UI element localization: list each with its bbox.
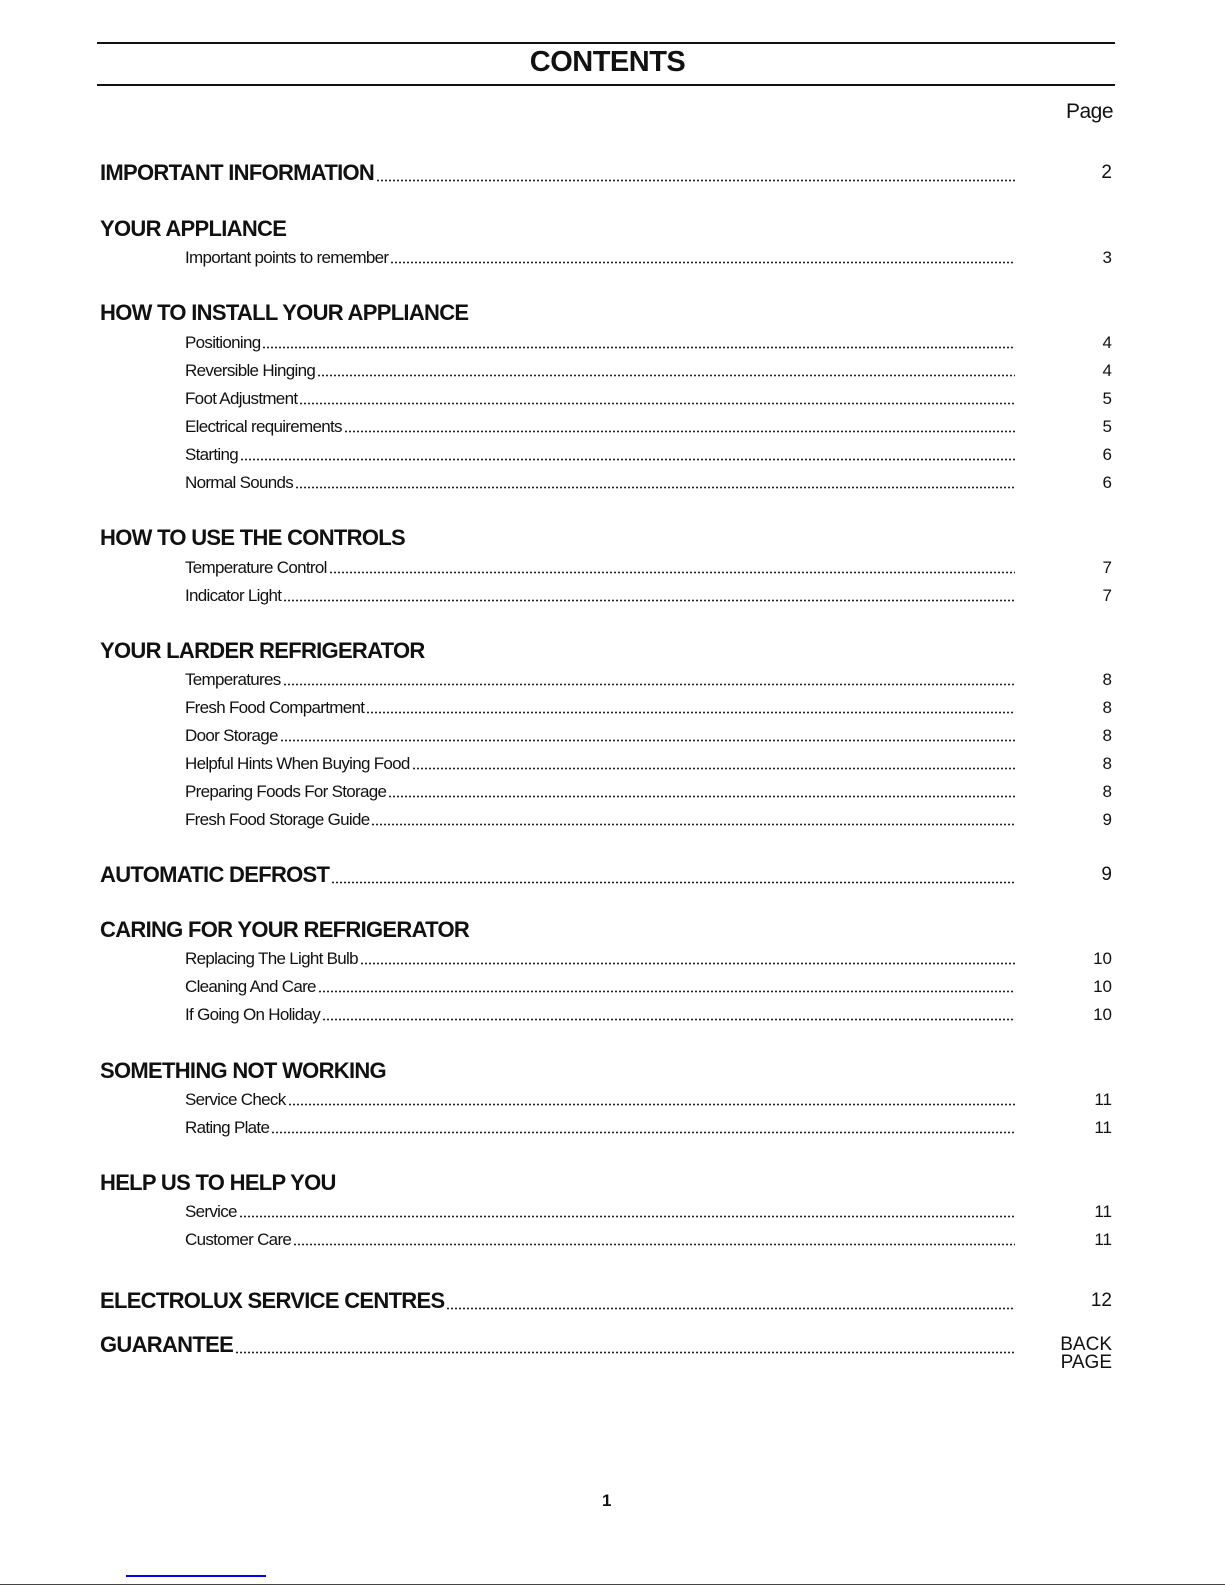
dot-leader [283, 683, 1015, 686]
toc-entry [185, 977, 1015, 997]
entry-label: Rating Plate [185, 1118, 270, 1137]
entry-page-number: 8 [1102, 726, 1112, 745]
entry-label: YOUR APPLIANCE [100, 216, 287, 241]
entry-page-number: 8 [1102, 754, 1112, 773]
toc-entry [185, 782, 1015, 802]
toc-section-heading [100, 300, 1015, 326]
entry-page-number: 9 [1101, 864, 1112, 885]
dot-leader [344, 430, 1015, 433]
entry-label: Foot Adjustment [185, 389, 298, 408]
toc-entry [185, 1005, 1015, 1025]
toc-entry [185, 670, 1015, 690]
entry-page-number: 2 [1101, 162, 1112, 183]
entry-page-number: 3 [1102, 248, 1112, 267]
entry-label: Customer Care [185, 1230, 292, 1249]
toc-entry [185, 473, 1015, 493]
toc-entry [185, 698, 1015, 718]
entry-label: Door Storage [185, 726, 278, 745]
entry-label: Starting [185, 445, 238, 464]
toc-entry [185, 754, 1015, 774]
toc-entry [185, 1090, 1015, 1110]
dot-leader [288, 1103, 1016, 1106]
entry-label: HOW TO USE THE CONTROLS [100, 525, 405, 550]
entry-label: Positioning [185, 333, 261, 352]
dot-leader [412, 767, 1015, 770]
dot-leader [240, 458, 1015, 461]
entry-page-number: 10 [1093, 1005, 1112, 1024]
entry-page-number: 5 [1102, 417, 1112, 436]
entry-page-number: 11 [1094, 1230, 1112, 1249]
entry-label: IMPORTANT INFORMATION [100, 160, 375, 185]
dot-leader [446, 1307, 1015, 1310]
page-number: 1 [602, 1491, 612, 1510]
entry-page-number: 8 [1102, 670, 1112, 689]
dot-leader [360, 962, 1015, 965]
entry-label: Cleaning And Care [185, 977, 316, 996]
entry-label: Preparing Foods For Storage [185, 782, 387, 801]
dot-leader [318, 990, 1015, 993]
dot-leader [262, 346, 1015, 349]
dot-leader [295, 486, 1015, 489]
entry-page-number: 12 [1090, 1290, 1112, 1311]
link-underline [126, 1575, 266, 1577]
entry-page-number: 10 [1093, 949, 1112, 968]
toc-entry [185, 586, 1015, 606]
entry-label: Fresh Food Storage Guide [185, 810, 370, 829]
toc-section-heading [100, 638, 1015, 664]
toc-entry [185, 361, 1015, 381]
entry-label: Normal Sounds [185, 473, 294, 492]
entry-label: Helpful Hints When Buying Food [185, 754, 410, 773]
entry-label: Replacing The Light Bulb [185, 949, 358, 968]
toc-entry [185, 248, 1015, 268]
toc-entry [185, 1202, 1015, 1222]
entry-page-number: 11 [1094, 1202, 1112, 1221]
title-rule [97, 84, 1115, 86]
entry-page-number: 8 [1102, 698, 1112, 717]
toc-entry [185, 417, 1015, 437]
entry-label: If Going On Holiday [185, 1005, 321, 1024]
entry-page-number: 7 [1102, 558, 1112, 577]
entry-label: AUTOMATIC DEFROST [100, 862, 330, 887]
entry-label: Indicator Light [185, 586, 282, 605]
toc-entry [185, 726, 1015, 746]
toc-section-heading [100, 862, 1015, 888]
entry-label: Electrical requirements [185, 417, 342, 436]
entry-page-number: 7 [1102, 586, 1112, 605]
dot-leader [371, 823, 1015, 826]
entry-label: HELP US TO HELP YOU [100, 1170, 336, 1195]
entry-label: HOW TO INSTALL YOUR APPLIANCE [100, 300, 469, 325]
entry-label: Reversible Hinging [185, 361, 316, 380]
entry-page-number: 11 [1094, 1118, 1112, 1137]
toc-entry [185, 949, 1015, 969]
dot-leader [331, 881, 1015, 884]
page-title: CONTENTS [529, 46, 686, 78]
entry-page-number: 9 [1102, 810, 1112, 829]
entry-label: Temperatures [185, 670, 281, 689]
dot-leader [317, 374, 1015, 377]
entry-page-number: 4 [1102, 333, 1112, 352]
entry-label: Fresh Food Compartment [185, 698, 365, 717]
toc-entry [185, 389, 1015, 409]
entry-label: Important points to remember [185, 248, 389, 267]
dot-leader [329, 571, 1015, 574]
dot-leader [280, 739, 1015, 742]
entry-page-number: 5 [1102, 389, 1112, 408]
toc-entry [185, 1118, 1015, 1138]
toc-section-heading [100, 525, 1015, 551]
dot-leader [299, 402, 1015, 405]
entry-page-number: 8 [1102, 782, 1112, 801]
dot-leader [293, 1243, 1015, 1246]
toc-section-heading [100, 216, 1015, 242]
entry-label: Temperature Control [185, 558, 327, 577]
toc-section-heading [100, 1288, 1015, 1314]
entry-label: CARING FOR YOUR REFRIGERATOR [100, 917, 470, 942]
toc-entry [185, 810, 1015, 830]
toc-section-heading [100, 1058, 1015, 1084]
entry-label: Service [185, 1202, 237, 1221]
dot-leader [390, 261, 1015, 264]
entry-label: SOMETHING NOT WORKING [100, 1058, 386, 1083]
top-rule [97, 42, 1115, 44]
entry-label: ELECTROLUX SERVICE CENTRES [100, 1288, 445, 1313]
dot-leader [283, 599, 1015, 602]
entry-label: Service Check [185, 1090, 286, 1109]
toc-section-heading [100, 1332, 1015, 1358]
dot-leader [322, 1018, 1015, 1021]
toc-entry [185, 445, 1015, 465]
dot-leader [235, 1351, 1015, 1354]
dot-leader [388, 795, 1015, 798]
entry-label: YOUR LARDER REFRIGERATOR [100, 638, 425, 663]
dot-leader [376, 179, 1015, 182]
dot-leader [366, 711, 1015, 714]
entry-page-number: 10 [1093, 977, 1112, 996]
entry-page-number: 11 [1094, 1090, 1112, 1109]
dot-leader [239, 1215, 1015, 1218]
dot-leader [271, 1131, 1015, 1134]
entry-page-number: 4 [1102, 361, 1112, 380]
toc-section-heading [100, 917, 1015, 943]
entry-page-number: 6 [1102, 445, 1112, 464]
entry-page-number: 6 [1102, 473, 1112, 492]
toc-entry [185, 1230, 1015, 1250]
toc-section-heading [100, 1170, 1015, 1196]
toc-entry [185, 333, 1015, 353]
entry-page-number: BACK PAGE [1060, 1334, 1112, 1373]
toc-entry [185, 558, 1015, 578]
toc-section-heading [100, 160, 1015, 186]
page-column-header: Page [1065, 100, 1113, 123]
entry-label: GUARANTEE [100, 1332, 234, 1357]
